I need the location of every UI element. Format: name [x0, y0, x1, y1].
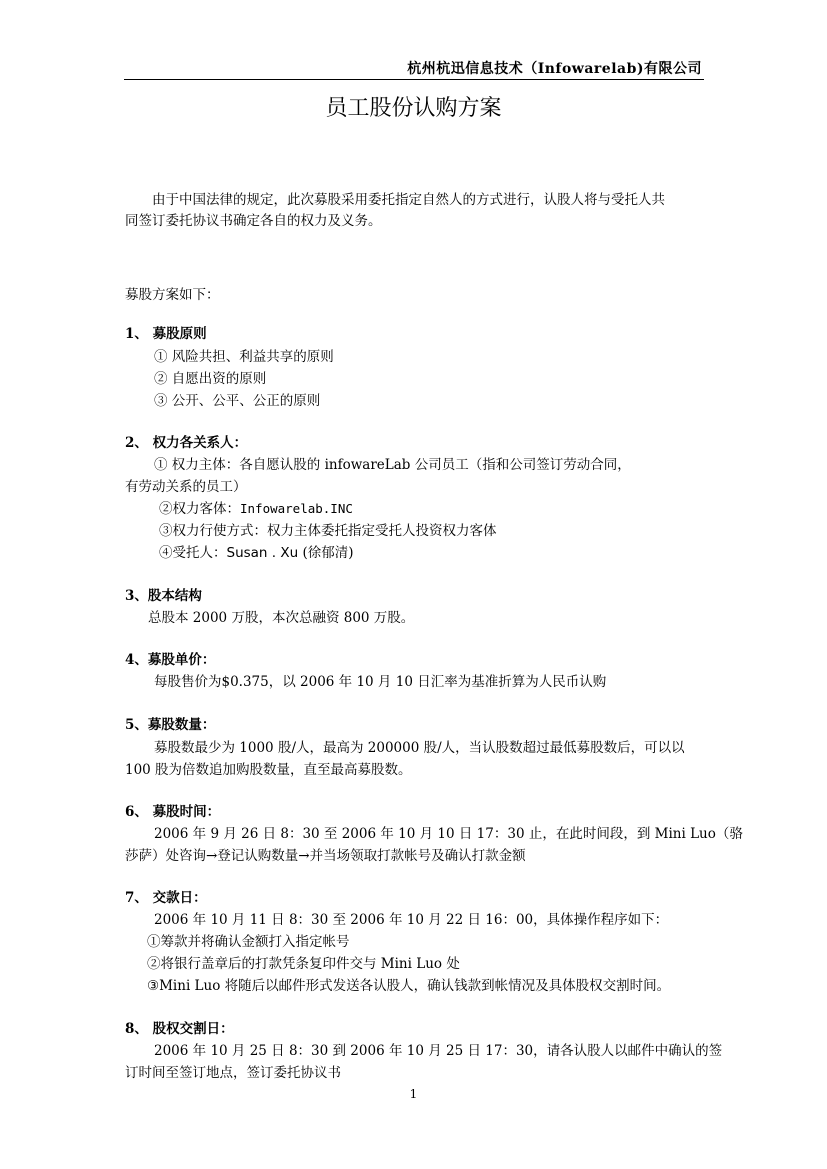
section-4-text: 每股售价为$0.375，以 2006 年 10 月 10 日汇率为基准折算为人民币认购 [154, 674, 607, 690]
section-7-title: 7、 交款日： [125, 890, 207, 906]
section-7-text: 2006 年 10 月 11 日 8：30 至 2006 年 10 月 22 日 16：00，具体操作程序如下： [154, 912, 669, 928]
section-8-title: 8、 股权交割日： [125, 1021, 234, 1037]
section-5-text-2: 100 股为倍数追加购股数量，直至最高募股数。 [125, 762, 412, 778]
page-number: 1 [409, 1087, 418, 1101]
section-2-item-4 [159, 541, 354, 561]
section-2-item-1b: 有劳动关系的员工） [125, 479, 247, 495]
section-8-text-2: 订时间至签订地点，签订委托协议书 [125, 1065, 341, 1081]
section-3-text: 总股本 2000 万股，本次总融资 800 万股。 [148, 610, 415, 626]
plan-label: 募股方案如下： [125, 287, 220, 303]
section-3-title: 3、股本结构 [125, 588, 202, 604]
section-2-item-2-label: ②权力客体： [159, 501, 240, 517]
section-7-step-1: ①筹款并将确认金额打入指定帐号 [147, 934, 350, 950]
section-5-text-1: 募股数最少为 1000 股/人，最高为 200000 股/人，当认股数超过最低募股数后，可以以 [154, 740, 685, 756]
section-6-text-2: 莎萨）处咨询→登记认购数量→并当场领取打款帐号及确认打款金额 [125, 848, 526, 864]
header-rule [124, 79, 704, 80]
intro-line-1: 由于中国法律的规定，此次募股采用委托指定自然人的方式进行，认股人将与受托人共 [152, 192, 665, 208]
intro-line-2: 同签订委托协议书确定各自的权力及义务。 [125, 213, 382, 229]
section-2-item-3: ③权力行使方式：权力主体委托指定受托人投资权力客体 [159, 523, 497, 539]
section-1-title: 1、 募股原则 [125, 326, 207, 342]
section-2-item-1a: ① 权力主体：各自愿认股的 infowareLab 公司员工（指和公司签订劳动合同， [154, 457, 631, 473]
intro-paragraph [125, 190, 705, 232]
section-1-item-2: ② 自愿出资的原则 [154, 371, 267, 387]
section-2-item-4-cn: (徐郁清) [302, 545, 354, 561]
section-6-title: 6、 募股时间： [125, 804, 221, 820]
page-title: 员工股份认购方案 [325, 96, 502, 121]
section-1-item-3: ③ 公开、公平、公正的原则 [154, 393, 321, 409]
section-4-title: 4、募股单价： [125, 652, 216, 668]
section-2-item-4-name: Susan . Xu [226, 545, 299, 561]
section-1-item-1: ① 风险共担、利益共享的原则 [154, 349, 334, 365]
section-2-item-2-value: Infowarelab.INC [240, 501, 353, 516]
section-6-text-1: 2006 年 9 月 26 日 8：30 至 2006 年 10 月 10 日 17：30 止，在此时间段，到 Mini Luo（骆 [154, 826, 743, 842]
section-5-title: 5、募股数量： [125, 717, 216, 733]
section-2-item-2 [159, 497, 353, 517]
section-2-item-4-label: ④受托人： [159, 545, 227, 561]
section-7-step-2: ②将银行盖章后的打款凭条复印件交与 Mini Luo 处 [147, 956, 460, 972]
section-2-title: 2、 权力各关系人： [125, 435, 248, 451]
header-company: 杭州杭迅信息技术（Infowarelab)有限公司 [407, 61, 702, 77]
section-8-text-1: 2006 年 10 月 25 日 8：30 到 2006 年 10 月 25 日 17：30，请各认股人以邮件中确认的签 [154, 1043, 723, 1059]
section-7-step-3: ③Mini Luo 将随后以邮件形式发送各认股人，确认钱款到帐情况及具体股权交割时间。 [147, 978, 671, 994]
